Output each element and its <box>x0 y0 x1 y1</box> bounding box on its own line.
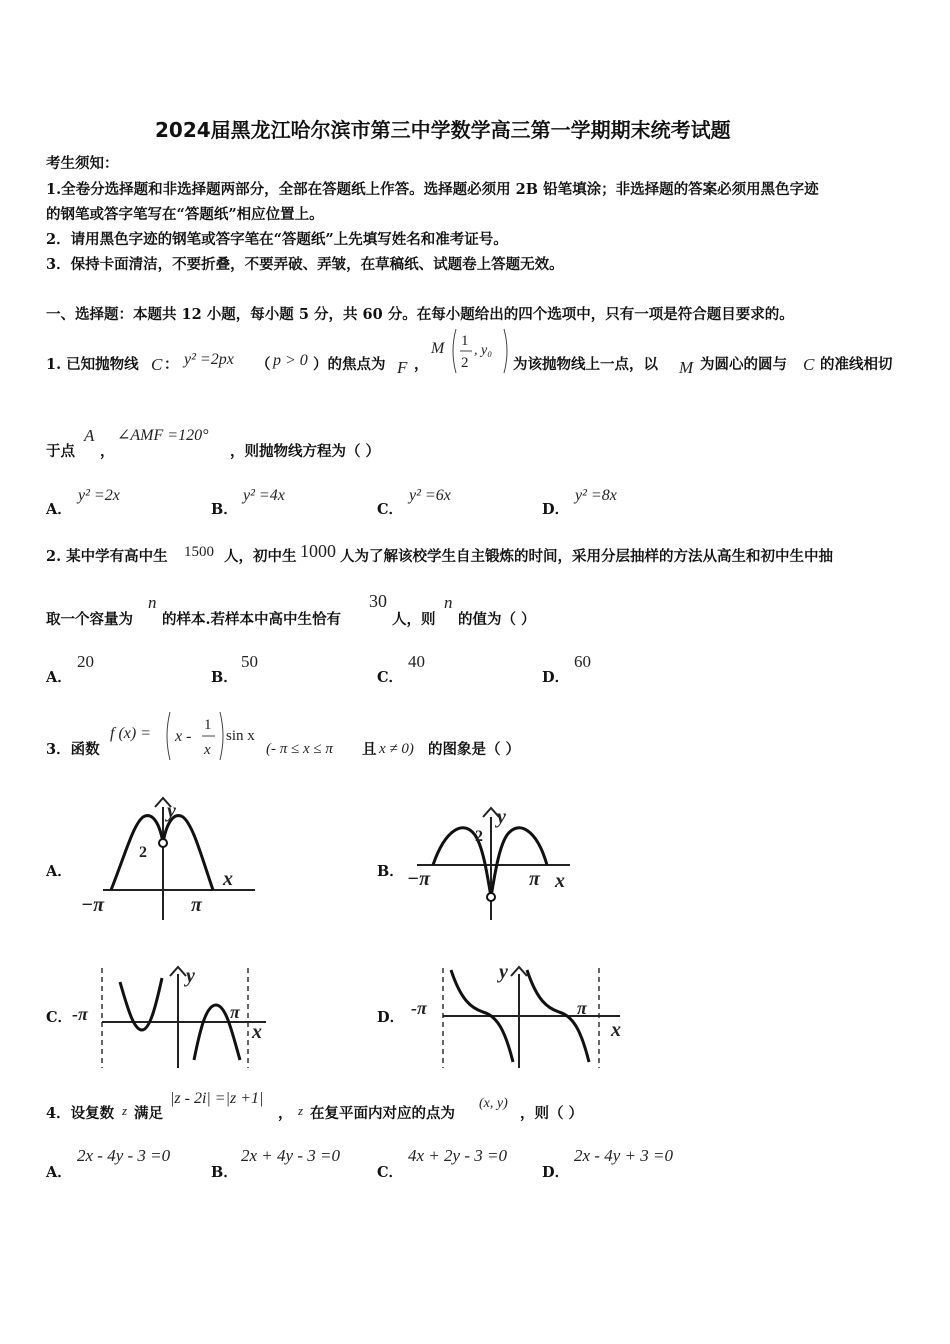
q4-option-a-label: A． <box>46 1164 72 1181</box>
q2-text-1: 2. 某中学有高中生 <box>46 548 168 565</box>
q2-option-b[interactable]: 50 <box>241 652 258 671</box>
y-label: y <box>186 965 195 987</box>
q4-z: z <box>122 1103 128 1118</box>
q4-option-c[interactable]: 4x + 2y - 3 =0 <box>408 1146 507 1165</box>
half-num: 1 <box>461 333 469 349</box>
q1-text-6: 为圆心的圆与 <box>700 356 787 373</box>
q1-A: A <box>84 426 95 445</box>
x-label: x <box>252 1021 262 1043</box>
x-minus: x - <box>175 728 192 745</box>
hole <box>487 893 495 901</box>
q2-n2: 1000 <box>300 541 336 561</box>
q2-text-5: 的样本.若样本中高中生恰有 <box>162 611 342 628</box>
q4-point: (x, y) <box>479 1096 508 1111</box>
y-label: y <box>167 800 176 822</box>
right-paren <box>504 329 507 373</box>
q4-option-c-label: C． <box>377 1164 404 1181</box>
q2-option-a[interactable]: 20 <box>77 652 94 671</box>
q3-and: 且 <box>362 741 377 758</box>
half-den: 2 <box>461 355 469 371</box>
notice-heading: 考生须知： <box>46 155 119 172</box>
notice-line-1b: 的钢笔或答字笔写在“答题纸”相应位置上。 <box>46 206 324 223</box>
q2-n4: n <box>444 593 453 612</box>
q1-option-a-label: A． <box>46 501 72 518</box>
left-paren <box>167 712 170 760</box>
q1-option-a[interactable]: y² =2x <box>78 487 120 504</box>
q3-factor <box>162 710 267 762</box>
q1-text-7: 的准线相切 <box>820 356 893 373</box>
right-paren <box>220 712 223 760</box>
q3-graph-b[interactable] <box>405 805 580 923</box>
q1-text-2: （ <box>256 356 271 373</box>
q2-option-d-label: D． <box>542 669 570 686</box>
q4-option-a[interactable]: 2x - 4y - 3 =0 <box>77 1146 171 1165</box>
x-label: x <box>555 870 565 892</box>
q1-text-4: ， <box>414 356 429 373</box>
q3-option-d-label: D． <box>377 1009 405 1026</box>
q3-x-ne: x ≠ 0) <box>379 741 414 757</box>
q4-text-5: ，则（ ） <box>520 1105 584 1122</box>
q1-C2: C <box>803 355 815 374</box>
neg-pi-label: -π <box>72 1004 88 1024</box>
y0-label: , y₀ <box>474 343 493 358</box>
y-label: y <box>499 961 508 983</box>
q2-text-6: 人，则 <box>392 611 436 628</box>
q3-graph-a[interactable] <box>75 795 255 925</box>
neg-pi-label: -π <box>411 998 427 1018</box>
q2-text-4: 取一个容量为 <box>46 611 133 628</box>
notice-line-2: 2．请用黑色字迹的钢笔或答字笔在“答题纸”上先填写姓名和准考证号。 <box>46 231 508 248</box>
q2-n3: 30 <box>369 591 387 611</box>
q4-text-3: ， <box>278 1105 293 1122</box>
q4-text-4: 在复平面内对应的点为 <box>310 1105 455 1122</box>
y-label: y <box>497 806 506 828</box>
neg-pi-label: −π <box>81 894 105 916</box>
x-label: x <box>611 1019 621 1041</box>
q2-n1: 1500 <box>184 544 214 560</box>
q1-option-c[interactable]: y² =6x <box>409 487 451 504</box>
section-heading: 一、选择题：本题共 12 小题，每小题 5 分，共 60 分。在每小题给出的四个选项中，只有一项是符合题目要求的。 <box>46 306 794 323</box>
q1-text-10: ，则抛物线方程为（ ） <box>230 443 381 460</box>
q4-text-1: 4．设复数 <box>46 1105 115 1122</box>
q3-option-c-label: C． <box>46 1009 73 1026</box>
pi-label: π <box>230 1002 240 1022</box>
q3-option-b-label: B． <box>377 863 404 880</box>
pi-label: π <box>577 998 587 1018</box>
q4-option-d[interactable]: 2x - 4y + 3 =0 <box>574 1146 673 1165</box>
q1-angle: ∠AMF =120° <box>117 427 209 444</box>
hole <box>159 839 167 847</box>
x-den: x <box>204 742 211 758</box>
q4-option-b[interactable]: 2x + 4y - 3 =0 <box>241 1146 340 1165</box>
q4-text-2: 满足 <box>134 1105 163 1122</box>
q2-option-c[interactable]: 40 <box>408 652 425 671</box>
q2-option-a-label: A． <box>46 669 72 686</box>
q3-f: f (x) = <box>110 725 151 742</box>
q1-F: F <box>397 358 408 377</box>
q1-text-8: 于点 <box>46 443 75 460</box>
q4-z2: z <box>298 1103 304 1118</box>
q1-option-c-label: C． <box>377 501 404 518</box>
q2-option-b-label: B． <box>211 669 238 686</box>
notice-line-1a: 1.全卷分选择题和非选择题两部分，全部在答题纸上作答。选择题必须用 2B 铅笔填涂；非选择题的答案必须用黑色字迹 <box>46 181 819 198</box>
q1-text-3: ）的焦点为 <box>313 356 386 373</box>
q2-text-2: 人，初中生 <box>224 548 297 565</box>
x-label: x <box>223 868 233 890</box>
q4-abs-eq: |z - 2i| =|z +1| <box>170 1090 264 1107</box>
q3-text-2: 的图象是（ ） <box>428 741 521 758</box>
q4-option-b-label: B． <box>211 1164 238 1181</box>
q1-M2: M <box>679 358 694 377</box>
q3-graph-c[interactable] <box>70 960 275 1072</box>
sin-x: sin x <box>226 728 255 744</box>
pi-label: π <box>191 894 202 916</box>
q1-colon: ： <box>164 356 179 373</box>
page-title: 2024届黑龙江哈尔滨市第三中学数学高三第一学期期末统考试题 <box>155 118 731 142</box>
q3-option-a-label: A． <box>46 863 72 880</box>
left-paren <box>453 329 456 373</box>
q1-M-coords <box>449 327 511 375</box>
q3-range: (- π ≤ x ≤ π <box>266 741 333 757</box>
q2-option-c-label: C． <box>377 669 404 686</box>
q1-M-point: M <box>431 340 445 357</box>
neg-pi-label: −π <box>407 868 431 890</box>
two-label: 2 <box>139 844 147 861</box>
two-label: 2 <box>475 828 483 845</box>
q3-text-1: 3．函数 <box>46 741 100 758</box>
notice-line-3: 3．保持卡面清洁，不要折叠，不要弄破、弄皱，在草稿纸、试题卷上答题无效。 <box>46 256 564 273</box>
q1-option-d-label: D． <box>542 501 570 518</box>
q1-parabola-eq: y² =2px <box>184 351 234 368</box>
q2-text-7: 的值为（ ） <box>458 611 536 628</box>
q4-option-d-label: D． <box>542 1164 570 1181</box>
q2-n: n <box>148 593 157 612</box>
pi-label: π <box>529 868 540 890</box>
q1-text-5: 为该抛物线上一点，以 <box>513 356 658 373</box>
q1-text-9: ， <box>100 443 115 460</box>
q1-text-1: 1. 已知抛物线 <box>46 356 139 373</box>
q2-option-d[interactable]: 60 <box>574 652 591 671</box>
q2-text-3: 人为了解该校学生自主锻炼的时间，采用分层抽样的方法从高生和初中生中抽 <box>340 548 833 565</box>
q1-C: C <box>151 355 163 374</box>
q1-option-b-label: B． <box>211 501 238 518</box>
one: 1 <box>204 717 212 733</box>
q1-condition: p > 0 <box>273 352 308 369</box>
q1-option-b[interactable]: y² =4x <box>243 487 285 504</box>
q3-graph-d[interactable] <box>405 960 630 1072</box>
q1-option-d[interactable]: y² =8x <box>575 487 617 504</box>
